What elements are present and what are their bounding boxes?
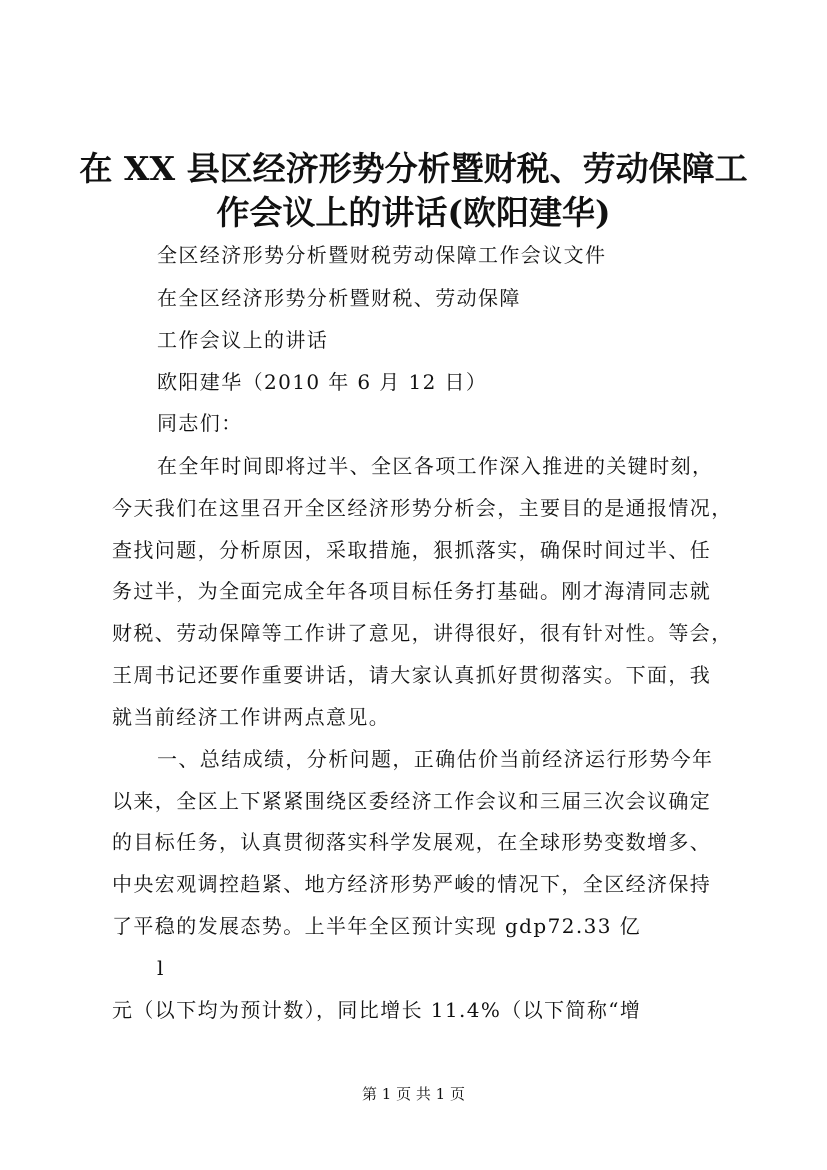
paragraph-2-line: 一、总结成绩，分析问题，正确估价当前经济运行形势今年 xyxy=(157,747,714,771)
paragraph-1-line: 王周书记还要作重要讲话，请大家认真抓好贯彻落实。下面，我 xyxy=(112,663,712,687)
speech-heading-line-1: 在全区经济形势分析暨财税、劳动保障 xyxy=(157,286,521,310)
paragraph-2-line: 的目标任务，认真贯彻落实科学发展观，在全球形势变数增多、 xyxy=(112,830,712,854)
stray-character: l xyxy=(157,956,165,980)
paragraph-3-line: 元（以下均为预计数），同比增长 11.4%（以下简称“增 xyxy=(112,998,642,1022)
paragraph-1-line: 查找问题，分析原因，采取措施，狠抓落实，确保时间过半、任 xyxy=(112,538,712,562)
author-date-line: 欧阳建华（2010 年 6 月 12 日） xyxy=(157,370,488,394)
paragraph-1-line: 财税、劳动保障等工作讲了意见，讲得很好，很有针对性。等会， xyxy=(112,621,733,645)
document-title-line-1: 在 XX 县区经济形势分析暨财税、劳动保障工 xyxy=(79,149,748,188)
paragraph-2-line: 中央宏观调控趋紧、地方经济形势严峻的情况下，全区经济保持 xyxy=(112,872,712,896)
speech-heading-line-2: 工作会议上的讲话 xyxy=(157,328,329,352)
paragraph-2-line: 了平稳的发展态势。上半年全区预计实现 gdp72.33 亿 xyxy=(112,914,641,938)
paragraph-1-line: 在全年时间即将过半、全区各项工作深入推进的关键时刻， xyxy=(157,454,714,478)
document-title-line-2: 作会议上的讲话(欧阳建华) xyxy=(216,193,611,232)
salutation-line: 同志们： xyxy=(157,411,243,435)
paragraph-1-line: 就当前经济工作讲两点意见。 xyxy=(112,705,391,729)
paragraph-1-line: 今天我们在这里召开全区经济形势分析会，主要目的是通报情况， xyxy=(112,496,733,520)
file-name-line: 全区经济形势分析暨财税劳动保障工作会议文件 xyxy=(157,243,607,267)
paragraph-2-line: 以来，全区上下紧紧围绕区委经济工作会议和三届三次会议确定 xyxy=(112,789,712,813)
page-number-footer: 第 1 页 共 1 页 xyxy=(362,1085,465,1103)
paragraph-1-line: 务过半，为全面完成全年各项目标任务打基础。刚才海清同志就 xyxy=(112,579,712,603)
